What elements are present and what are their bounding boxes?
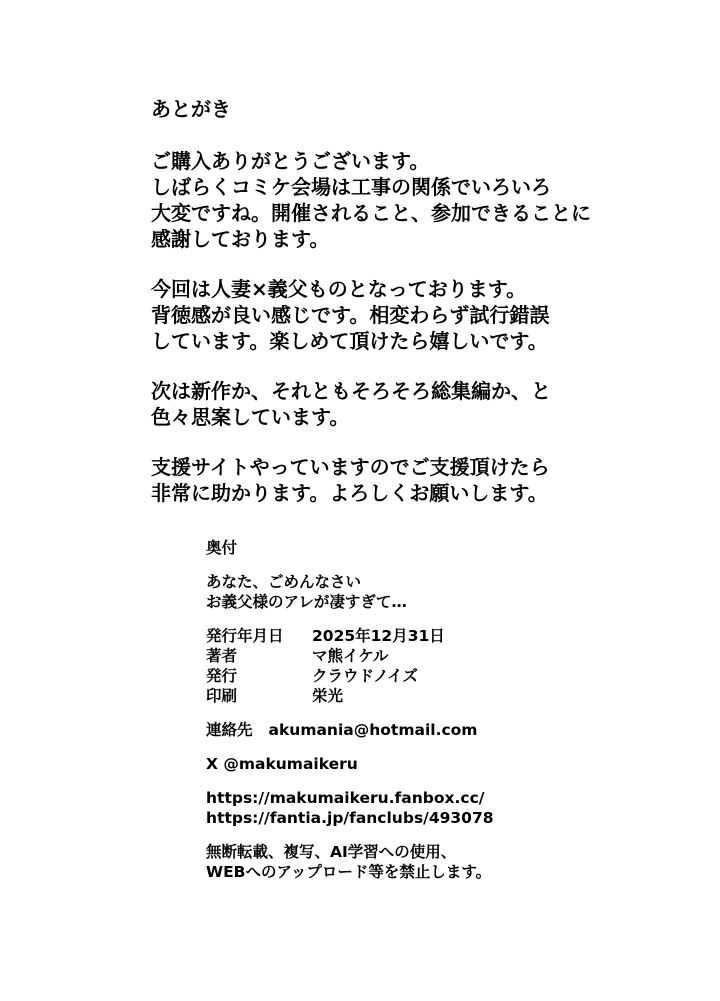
detail-label: 著者 (206, 647, 238, 665)
afterword-line: 大変ですね。開催されること、参加できることに (151, 201, 591, 225)
fantia-link: https://fantia.jp/fanclubs/493078 (206, 809, 494, 827)
detail-row-publish-date (206, 626, 626, 646)
afterword-line: 次は新作か、それともそろそろ総集編か、と (151, 379, 551, 403)
contact-row (206, 720, 626, 740)
afterword-line: ご購入ありがとうございます。 (151, 149, 430, 173)
afterword-section (151, 96, 671, 530)
afterword-paragraph-thanks (151, 148, 671, 252)
detail-label: 発行 (206, 667, 238, 685)
book-title-line: あなた、ごめんなさい (206, 573, 362, 591)
book-title-line: お義父様のアレが凄すぎて… (206, 593, 407, 611)
support-links (206, 788, 626, 828)
colophon-section (206, 538, 626, 896)
contact-label: 連絡先 (206, 721, 253, 739)
afterword-heading: あとがき (151, 97, 231, 121)
detail-row-author (206, 646, 626, 666)
detail-label: 印刷 (206, 687, 238, 705)
detail-row-publisher (206, 666, 626, 686)
book-title (206, 572, 626, 612)
x-account-block (206, 754, 626, 774)
contact-info (206, 720, 626, 740)
afterword-line: しています。楽しめて頂けたら嬉しいです。 (151, 329, 548, 353)
afterword-paragraph-support (151, 454, 671, 506)
fanbox-link: https://makumaikeru.fanbox.cc/ (206, 789, 485, 807)
afterword-paragraph-next (151, 378, 671, 430)
contact-email: akumania@hotmail.com (268, 721, 478, 739)
afterword-line: 背徳感が良い感じです。相変わらず試行錯誤 (151, 303, 550, 327)
detail-value: 栄光 (312, 687, 344, 705)
detail-value: 2025年12月31日 (312, 627, 445, 645)
copyright-notice (206, 842, 626, 882)
x-account: X @makumaikeru (206, 755, 358, 773)
afterword-line: 感謝しております。 (151, 227, 330, 251)
detail-label: 発行年月日 (206, 627, 284, 645)
detail-value: マ熊イケル (312, 647, 389, 665)
colophon-heading: 奥付 (206, 539, 238, 557)
publication-details (206, 626, 626, 706)
afterword-line: 今回は人妻×義父ものとなっております。 (151, 277, 527, 301)
notice-line: WEBへのアップロード等を禁止します。 (206, 863, 492, 881)
afterword-line: しばらくコミケ会場は工事の関係でいろいろ (151, 175, 551, 199)
afterword-line: 色々思案しています。 (151, 405, 350, 429)
detail-value: クラウドノイズ (312, 667, 419, 685)
afterword-line: 支援サイトやっていますのでご支援頂けたら (151, 455, 550, 479)
afterword-line: 非常に助かります。よろしくお願いします。 (151, 481, 548, 505)
detail-row-printer (206, 686, 626, 706)
colophon-heading-block (206, 538, 626, 558)
afterword-paragraph-theme (151, 276, 671, 354)
notice-line: 無断転載、複写、AI学習への使用、 (206, 843, 457, 861)
